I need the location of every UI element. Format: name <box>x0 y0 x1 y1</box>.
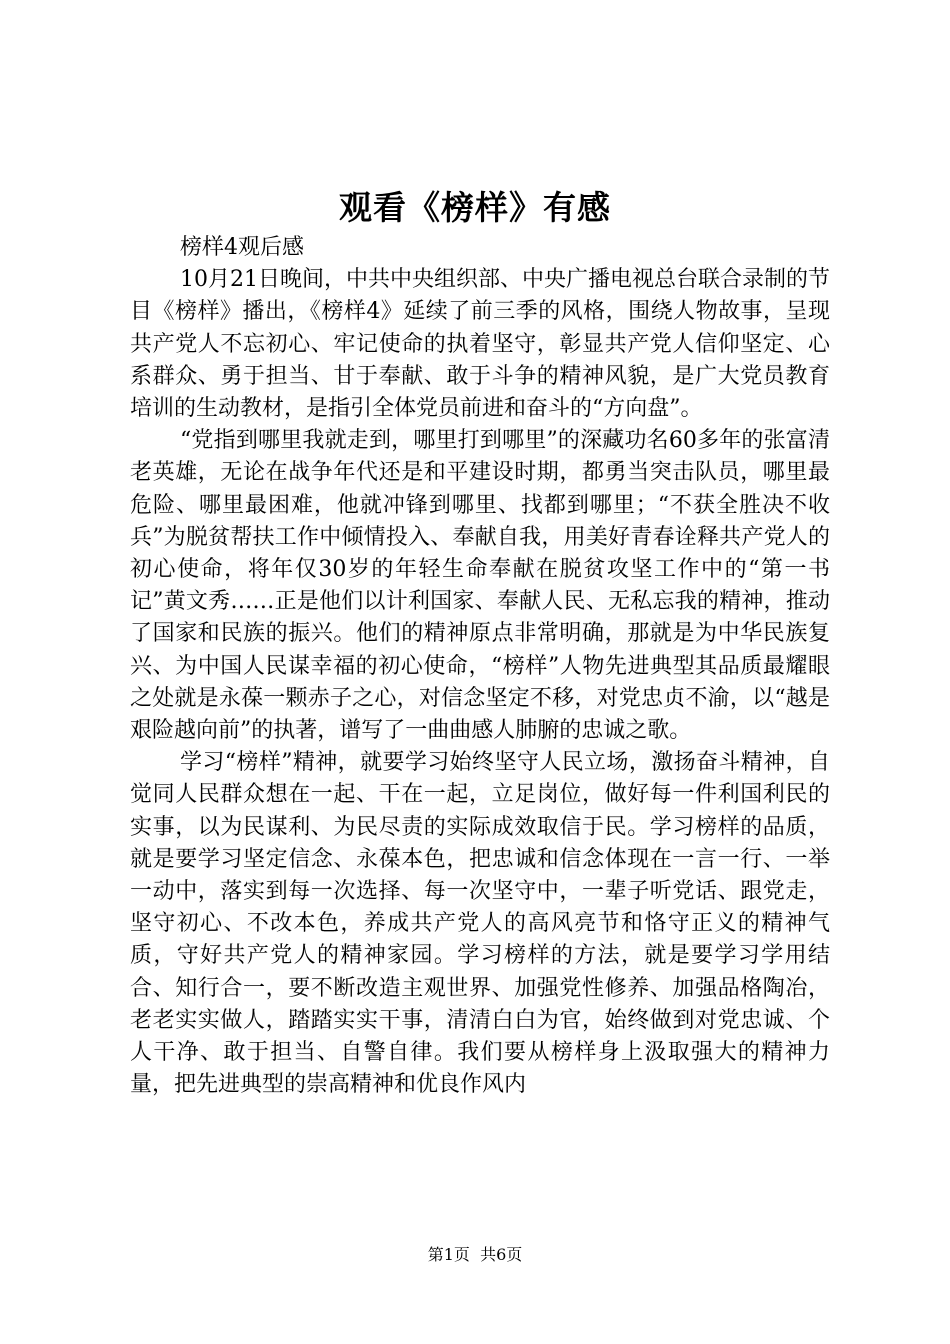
paragraph-1: 10月21日晚间，中共中央组织部、中央广播电视总台联合录制的节目《榜样》播出，《榜样4》延续了前三季的风格，围绕人物故事，呈现共产党人不忘初心、牢记使命的执着坚守，彰显共产党人信仰坚定、心系群众、勇于担当、甘于奉献、敢于斗争的精神风貌，是广大党员教育培训的生动教材，是指引全体党员前进和奋斗的“方向盘”。 <box>130 267 830 422</box>
page-footer <box>0 1244 950 1266</box>
page-number: 第1页 <box>427 1245 470 1264</box>
document-title: 观看《榜样》有感 <box>339 188 611 227</box>
document-body <box>130 232 830 1101</box>
document-subtitle: 榜样4观后感 <box>180 235 304 260</box>
paragraph-3: 学习“榜样”精神，就要学习始终坚守人民立场，激扬奋斗精神，自觉同人民群众想在一起、干在一起，立足岗位，做好每一件利国利民的实事，以为民谋利、为民尽责的实际成效取信于民。学习榜样的品质，就是要学习坚定信念、永葆本色，把忠诚和信念体现在一言一行、一举一动中，落实到每一次选择、每一次坚守中，一辈子听党话、跟党走，坚守初心、不改本色，养成共产党人的高风亮节和恪守正义的精神气质，守好共产党人的精神家园。学习榜样的方法，就是要学习学用结合、知行合一，要不断改造主观世界、加强党性修养、加强品格陶冶，老老实实做人，踏踏实实干事，清清白白为官，始终做到对党忠诚、个人干净、敢于担当、自警自律。我们要从榜样身上汲取强大的精神力量，把先进典型的崇高精神和优良作风内 <box>130 750 830 1098</box>
page-total: 共6页 <box>480 1245 523 1264</box>
paragraph-2: “党指到哪里我就走到，哪里打到哪里”的深藏功名60多年的张富清老英雄，无论在战争年代还是和平建设时期，都勇当突击队员，哪里最危险、哪里最困难，他就冲锋到哪里、找都到哪里；“不获全胜决不收兵”为脱贫帮扶工作中倾情投入、奉献自我，用美好青春诠释共产党人的初心使命，将年仅30岁的年轻生命奉献在脱贫攻坚工作中的“第一书记”黄文秀……正是他们以计利国家、奉献人民、无私忘我的精神，推动了国家和民族的振兴。他们的精神原点非常明确，那就是为中华民族复兴、为中国人民谋幸福的初心使命，“榜样”人物先进典型其品质最耀眼之处就是永葆一颗赤子之心，对信念坚定不移，对党忠贞不渝，以“越是艰险越向前”的执著，谱写了一曲曲感人肺腑的忠诚之歌。 <box>130 428 830 744</box>
